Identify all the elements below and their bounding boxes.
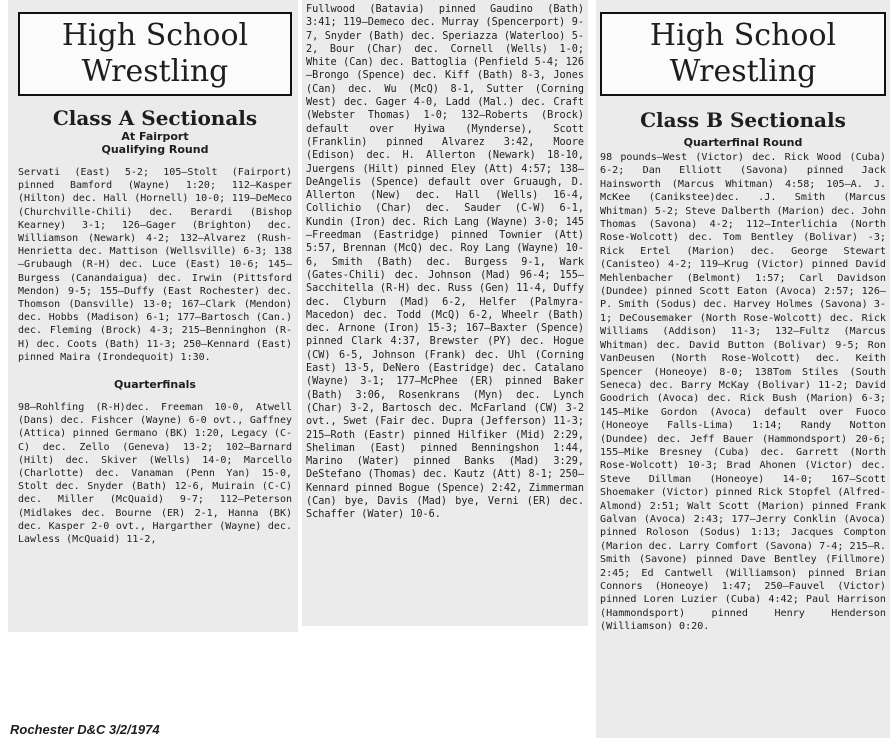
headline-line1: High School [649,18,837,53]
headline-box [600,12,886,96]
class-b-title: Class B Sectionals [640,108,846,132]
location-subhead: At Fairport [121,130,189,143]
round-subhead: Qualifying Round [101,143,209,156]
headline-box [18,12,292,96]
quarterfinals-subhead: Quarterfinals [114,378,196,392]
column-class-a-continued [302,0,588,626]
continued-results: Fullwood (Batavia) pinned Gaudino (Bath) 3:41; 119—Demeco dec. Murray (Spencerport) 9-7, Snyder (Bath) dec. Speriazza (Waterloo) 5-2, Bour (Char) dec. Cornell (Wells) 1-0; White (Can) dec. Battoglia (Penfield 5-4; 126—Brongo (Spence) dec. Kiff (Bath) 8-3, Jones (Can) dec. Wu (McQ) 8-1, Sutter (Corning West) dec. Gager 4-0, Ladd (Mal.) dec. Craft (Webster Thomas) 1-0; 132—Roberts (Brock) default over Hyiwa (Mynderse), Scott (Franklin) pinned Alvarez 3:42, Moore (Edison) dec. H. Allerton (Newark) 18-10, Juergens (Hilt) pinned Eley (Att) 4:57; 138—DeAngelis (Spence) default over Gruaugh, D. Allerton (New) dec. Hall (Wells) 16-4, Collichio (Char) dec. Sauder (C-W) 6-1, Kundin (Iron) dec. Rich Lang (Wayne) 3-0; 145—Freedman (Eastridge) pinned Townier (Att) 5:57, Brennan (McQ) dec. Roy Lang (Wayne) 10-6, Smith (Bath) dec. Burgess 9-1, Wark (Gates-Chili) dec. Johnson (Mad) 96-4; 155—Sacchitella (R-H) dec. Russ (Gen) 11-4, Duffy dec. Clyburn (Mad) 6-2, Helfer (Palmyra-Macedon) dec. Todd (McQ) 6-2, Wheelr (Bath) dec. Arnone (Iron) 15-3; 167—Baxter (Spence) pinned Clark 4:37, Brewster (PY) dec. Hogue (CW) 6-5, Johnson (Frank) dec. Uhl (Corning East) 13-5, DeNero (Eastridge) dec. Catalano (Wayne) 3-1; 177—McPhee (ER) pinned Baker (Bath) 3:06, Rosenkrans (Myn) dec. Lynch (Char) 3-2, Bartosch dec. McFarland (CW) 3-2 ovt., Swet (Fair dec. Dupra (Jefferson) 11-3; 215—Roth (Eastr) pinned Hilfiker (Mid) 2:29, Sheliman (East) pinned Benningshon 1:44, Marino (Water) pinned Banks (Mad) 3:29, DeStefano (Thomas) dec. Kautz (Att) 8-1; 250—Kennard pinned Bogue (Spence) 2:42, Zimmerman (Can) bye, Davis (Mad) bye, Verni (ER) dec. Schaffer (Water) 10-6. [306,4,584,521]
column-class-b [596,0,890,738]
headline-line2: Wrestling [81,54,229,89]
class-a-title: Class A Sectionals [52,106,258,130]
qualifying-results: Servati (East) 5-2; 105—Stolt (Fairport) pinned Bamford (Wayne) 1:20; 112—Kasper (Hilton) dec. Hall (Hornell) 10-0; 119—DeMeco (Churchville-Chili) dec. Berardi (Bishop Kearney) 3-1; 126—Gager (Brighton) dec. Williamson (Newark) 4-2; 132—Alvarez (Rush-Henrietta dec. Mattison (Wellsville) 6-3; 138—Grubaugh (R-H) dec. Luce (East) 10-6; 145—Burgess (Canandaigua) dec. Irwin (Pittsford Mendon) 9-5; 155—Duffy (East Rochester) dec. Thomson (Dansville) 13-0; 167—Clark (Mendon) dec. Hobbs (Madison) 6-1; 177—Bartosch (Can.) dec. Fleming (Brock) 4-3; 215—Benninghon (R-H) dec. Coots (Bath) 11-3; 250—Kennard (East) pinned Maira (Irondequoit) 1:30. [18,167,292,363]
column-class-a [8,0,298,632]
source-caption: Rochester D&C 3/2/1974 [10,722,160,737]
quarterfinal-results: 98—Rohlfing (R-H)dec. Freeman 10-0, Atwell (Dans) dec. Fishcer (Wayne) 6-0 ovt., Gaffney (Attica) pinned Germano (BK) 1:20, Legacy (C-C) dec. Zello (Geneva) 13-2; 102—Barnard (Hilt) dec. Skiver (Wells) 14-0; Marcello (Charlotte) dec. Vanaman (Penn Yan) 15-0, Stolt dec. Snyder (Bath) 12-6, Muirain (C-C) dec. Miller (McQuaid) 9-7; 112—Peterson (Midlakes dec. Bourne (ER) 2-1, Hanna (BK) dec. Kasper 2-0 ovt., Hargarther (Wayne) dec. Lawless (McQuaid) 11-2, [18,402,292,546]
headline-line2: Wrestling [669,54,817,89]
class-b-results: 98 pounds—West (Victor) dec. Rick Wood (Cuba) 6-2; Dan Elliott (Savona) pinned Jack Hainsworth (Marcus Whitman) 4:58; 105—A. J. McKee (Canikstee)dec. .J. Smith (Marcus Whitman) 5-2; Steve Dalberth (Marion) dec. John Thomas (Savona) 4-2; 112—Interlichia (North Rose-Wolcott) dec. Tom Bentley (Bolivar) -3; Rick Ertel (Marion) dec. George Stewart (Canisteo) 4-2; 119—Krug (Victor) pinned David Mehlenbacher (Belmont) 1:57; Carl Davidson (Dundee) pinned Scott Eaton (Avoca) 2:57; 126—P. Smith (Sodus) dec. Harvey Holmes (Savona) 3-1; DeCousemaker (North Rose-Wolcott) dec. Rick Williams (Addison) 11-3; 132—Fultz (Marcus Whitman) dec. David Button (Bolivar) 9-5; Ron VanDeusen (North Rose-Wolcott) dec. Keith Spencer (Honeoye) 8-0; 138Tom Stiles (South Seneca) dec. Barry McKay (Bolivar) 11-2; David Goodrich (Avoca) dec. Rick Bush (Marion) 6-3; 145—Mike Gordon (Avoca) default over Fuoco (Honeoye Falls-Lima) 1:14; Randy Notton (Dundee) dec. Jeff Bauer (Hammondsport) 20-6; 155—Mike Bresney (Cuba) dec. Garrett (North Rose-Wolcott) 10-3; Brad Ahonen (Victor) dec. Steve Dillman (Honeoye) 14-0; 167—Scott Shoemaker (Victor) pinned Rick Stopfel (Alfred-Almond) 2:51; Walt Scott (Marion) pinned Frank Galvan (Avoca) 2:43; 177—Jerry Conklin (Avoca) pinned Roloson (Sodus) 1:13; Jacques Compton (Marion dec. Larry Comfort (Savona) 7-4; 215—R. Smith (Savone) pinned Dave Bentley (Fillmore) 2:45; Ed Cantwell (Williamson) pinned Brian Connors (Honeoye) 1:47; 250—Fauvel (Victor) pinned Loren Luzier (Cuba) 4:42; Paul Harrison (Hammondsport) pinned Henry Henderson (Williamson) 0:20. [600,152,886,633]
headline-line1: High School [61,18,249,53]
round-subhead: Quarterfinal Round [683,136,803,149]
